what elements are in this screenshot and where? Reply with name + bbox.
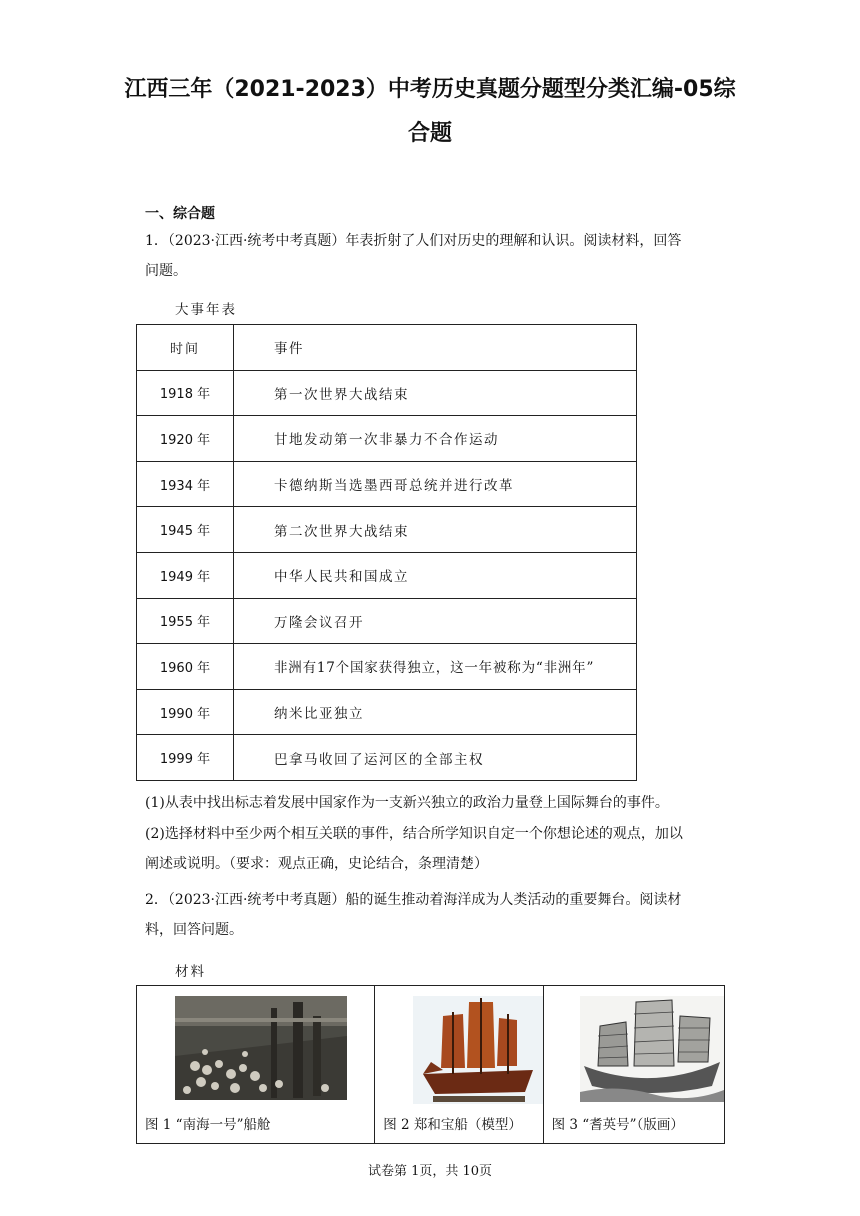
question-1-sub-2-line-1: (2)选择材料中至少两个相互关联的事件，结合所学知识自定一个你想论述的观点，加以 xyxy=(145,826,683,842)
question-2-line-1: 2．（2023·江西·统考中考真题）船的诞生推动着海洋成为人类活动的重要舞台。阅读材 xyxy=(145,892,682,908)
keying-junk-engraving-image xyxy=(580,996,724,1102)
figure-1-caption: 图 1 “南海一号”船舱 xyxy=(145,1117,271,1133)
table-row xyxy=(137,598,637,644)
shipwreck-hold-image xyxy=(175,996,347,1100)
table-row xyxy=(137,507,637,553)
header-event: 事件 xyxy=(234,325,637,371)
year-cell: 1934 年 xyxy=(137,461,234,507)
year-cell: 1999 年 xyxy=(137,735,234,781)
event-cell: 非洲有17个国家获得独立，这一年被称为“非洲年” xyxy=(234,644,637,690)
event-cell: 第一次世界大战结束 xyxy=(234,370,637,416)
event-cell: 万隆会议召开 xyxy=(234,598,637,644)
table-row xyxy=(137,370,637,416)
material-label: 材料 xyxy=(175,964,206,980)
table-row xyxy=(137,735,637,781)
table-row xyxy=(137,416,637,462)
event-cell: 中华人民共和国成立 xyxy=(234,552,637,598)
figure-3-caption: 图 3 “耆英号”（版画） xyxy=(551,1117,684,1133)
question-1-sub-1: (1)从表中找出标志着发展中国家作为一支新兴独立的政治力量登上国际舞台的事件。 xyxy=(145,795,669,811)
header-time: 时间 xyxy=(137,325,234,371)
year-cell: 1955 年 xyxy=(137,598,234,644)
question-1-stem xyxy=(145,226,720,286)
treasure-ship-model-image xyxy=(413,996,543,1104)
event-cell: 卡德纳斯当选墨西哥总统并进行改革 xyxy=(234,461,637,507)
figure-1-cell xyxy=(137,986,375,1144)
year-cell: 1949 年 xyxy=(137,552,234,598)
event-cell: 纳米比亚独立 xyxy=(234,689,637,735)
figure-2-cell xyxy=(375,986,543,1144)
events-table xyxy=(136,324,637,781)
question-1-sub-2-line-2: 阐述或说明。（要求：观点正确，史论结合，条理清楚） xyxy=(145,856,488,872)
table-caption: 大事年表 xyxy=(175,302,237,318)
event-cell: 第二次世界大战结束 xyxy=(234,507,637,553)
year-cell: 1918 年 xyxy=(137,370,234,416)
question-2-line-2: 料，回答问题。 xyxy=(145,922,243,938)
table-row xyxy=(137,461,637,507)
title-line-1: 江西三年（2021-2023）中考历史真题分题型分类汇编-05综 xyxy=(124,77,736,102)
year-cell: 1920 年 xyxy=(137,416,234,462)
table-row xyxy=(137,689,637,735)
event-cell: 巴拿马收回了运河区的全部主权 xyxy=(234,735,637,781)
question-1-line-2: 问题。 xyxy=(145,263,187,279)
table-header-row xyxy=(137,325,637,371)
question-1-sub-2 xyxy=(145,819,720,879)
title-line-2: 合题 xyxy=(407,121,452,146)
figure-2-caption: 图 2 郑和宝船（模型） xyxy=(383,1117,522,1133)
document-title xyxy=(0,68,860,156)
event-cell: 甘地发动第一次非暴力不合作运动 xyxy=(234,416,637,462)
question-2-stem xyxy=(145,885,720,945)
table-row xyxy=(137,644,637,690)
figure-3-cell xyxy=(543,986,724,1144)
year-cell: 1945 年 xyxy=(137,507,234,553)
question-1-line-1: 1．（2023·江西·统考中考真题）年表折射了人们对历史的理解和认识。阅读材料，回答 xyxy=(145,233,682,249)
material-figures-table xyxy=(136,985,725,1144)
table-row xyxy=(137,552,637,598)
section-heading: 一、综合题 xyxy=(145,206,215,222)
year-cell: 1990 年 xyxy=(137,689,234,735)
page-footer: 试卷第 1页，共 10页 xyxy=(367,1164,493,1179)
year-cell: 1960 年 xyxy=(137,644,234,690)
